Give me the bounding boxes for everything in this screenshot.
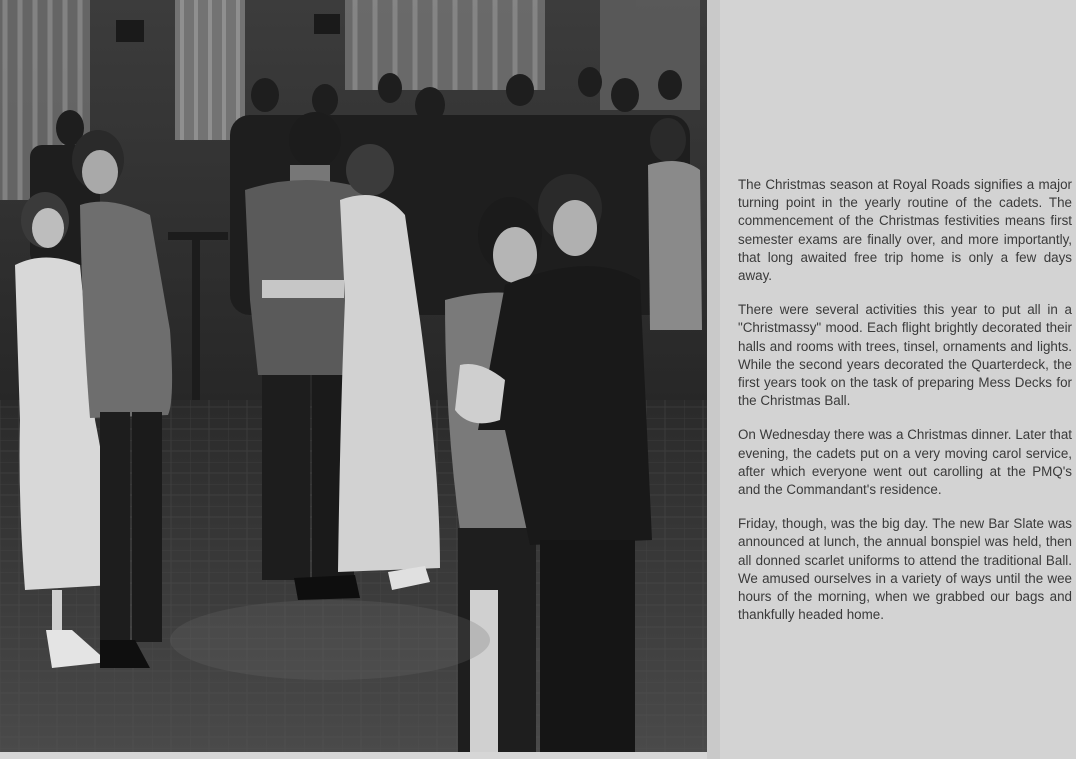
- photo-bottom-border: [0, 752, 707, 759]
- wall-lamp: [116, 20, 144, 42]
- side-table: [168, 232, 228, 240]
- article-body: [738, 176, 1072, 640]
- paragraph-3: On Wednesday there was a Christmas dinner. Later that evening, the cadets put on a very moving carol service, after which everyone went out carolling at the PMQ's and the Commandant's residence.: [738, 427, 1072, 498]
- paragraph-1: The Christmas season at Royal Roads signifies a major turning point in the yearly routine of the cadets. The commencement of the Christmas festivities means first semester exams are finally over, and more importantly, that long awaited free trip home is only a few days away.: [738, 177, 1072, 284]
- paragraph-2: There were several activities this year to put all in a "Christmassy" mood. Each flight brightly decorated their halls and rooms with trees, tinsel, ornaments and lights. While the second years decorated the Quarterdeck, the first years took on the task of preparing Mess Decks for the Christmas Ball.: [738, 302, 1072, 409]
- wall-lamp: [314, 14, 340, 34]
- floor-reflection: [170, 600, 490, 680]
- paragraph-4: Friday, though, was the big day. The new Bar Slate was announced at lunch, the annual bonspiel was held, then all donned scarlet uniforms to attend the traditional Ball. We amused ourselves in a variety of ways until the wee hours of the morning, when we grabbed our bags and thankfully headed home.: [738, 516, 1072, 623]
- article-column: [720, 0, 1076, 759]
